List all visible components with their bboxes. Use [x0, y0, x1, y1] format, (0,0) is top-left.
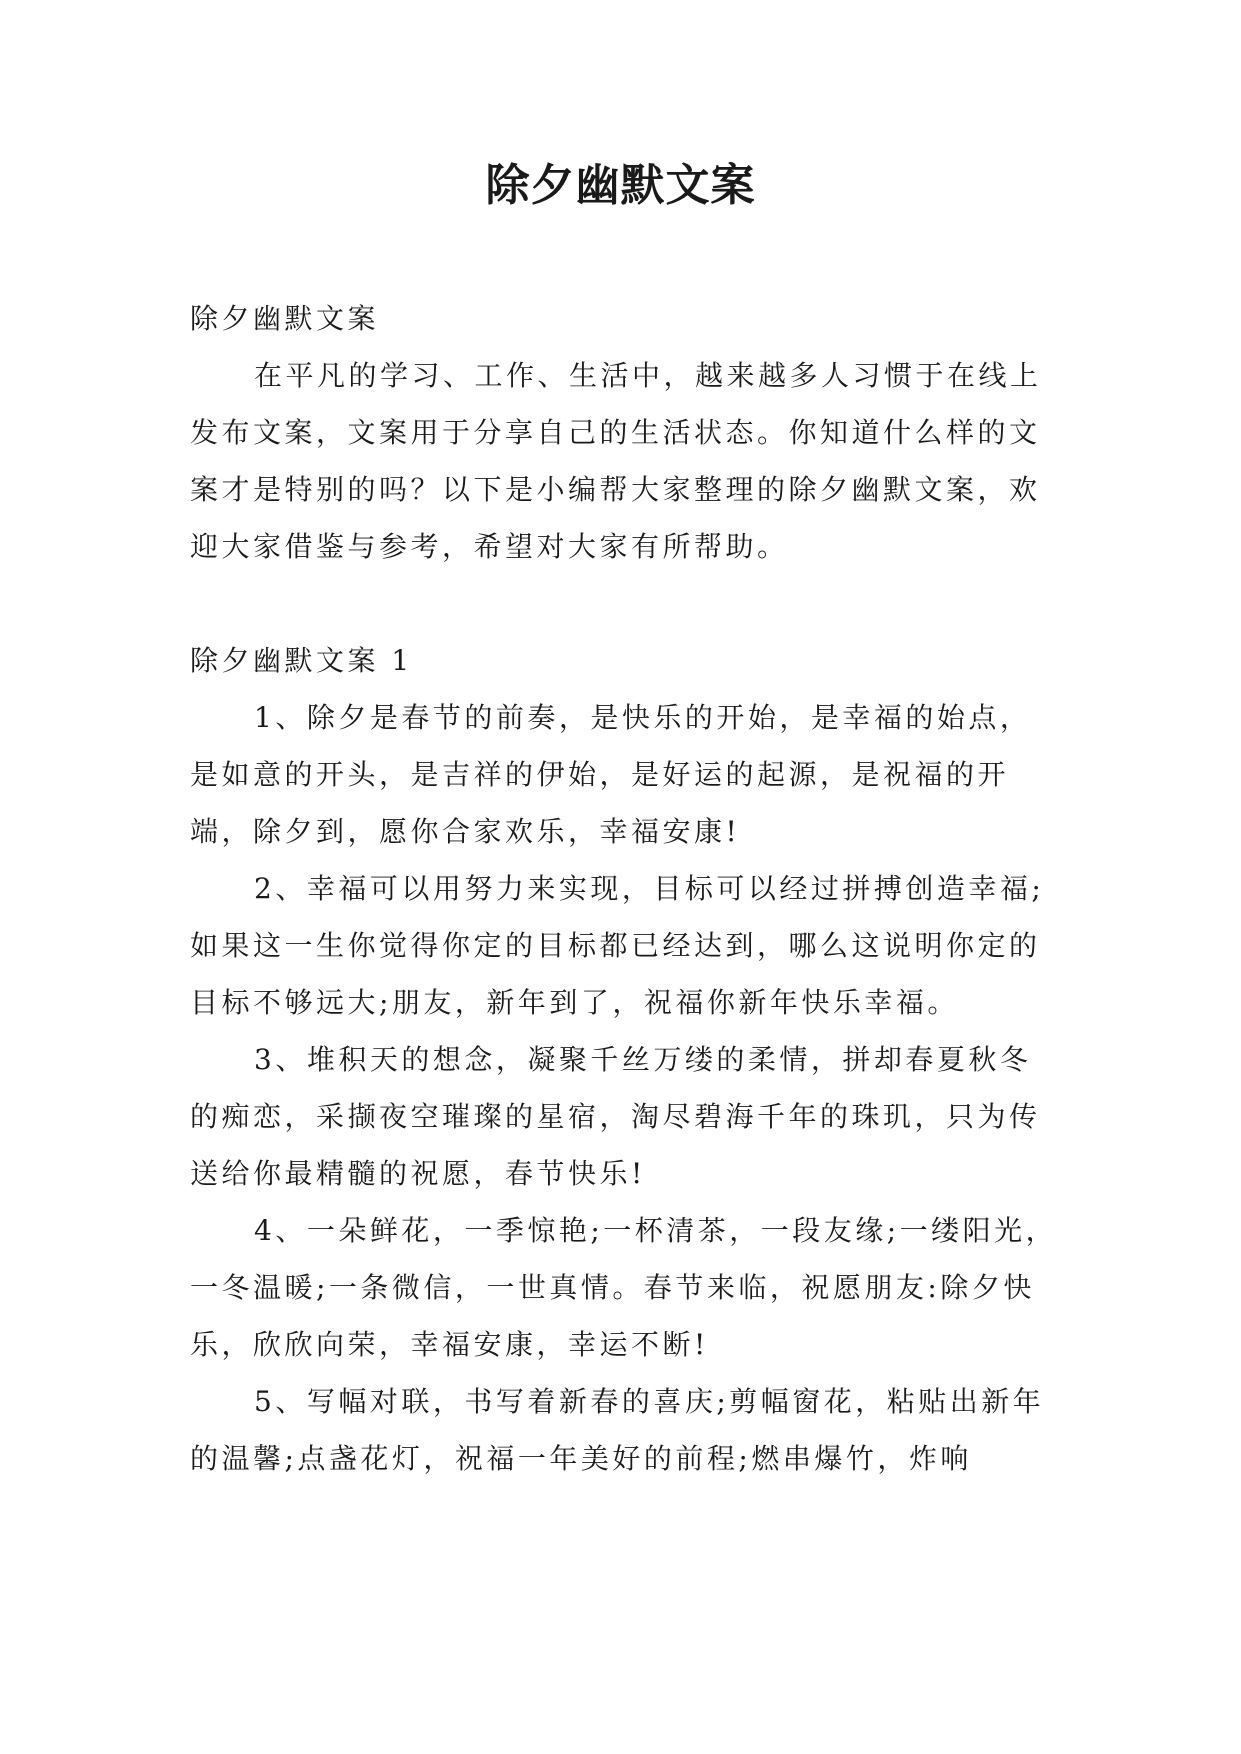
list-item: 5、写幅对联，书写着新春的喜庆;剪幅窗花，粘贴出新年的温馨;点盏花灯，祝福一年美好的前程;燃串爆竹，炸响	[190, 1385, 1045, 1475]
document-body	[190, 290, 1060, 1487]
paragraph-spacer	[190, 575, 1060, 632]
list-item: 2、幸福可以用努力来实现，目标可以经过拼搏创造幸福;如果这一生你觉得你定的目标都已经达到，哪么这说明你定的目标不够远大;朋友，新年到了，祝福你新年快乐幸福。	[190, 872, 1045, 1019]
section-heading: 除夕幽默文案 1	[190, 644, 413, 677]
document-title: 除夕幽默文案	[485, 160, 756, 211]
list-item: 4、一朵鲜花，一季惊艳;一杯清茶，一段友缘;一缕阳光，一冬温暖;一条微信，一世真情。春节来临，祝愿朋友:除夕快乐，欣欣向荣，幸福安康，幸运不断!	[190, 1214, 1058, 1361]
intro-paragraph: 在平凡的学习、工作、生活中，越来越多人习惯于在线上发布文案，文案用于分享自己的生活状态。你知道什么样的文案才是特别的吗？以下是小编帮大家整理的除夕幽默文案，欢迎大家借鉴与参考，希望对大家有所帮助。	[190, 359, 1042, 563]
list-item: 1、除夕是春节的前奏，是快乐的开始，是幸福的始点，是如意的开头，是吉祥的伊始，是好运的起源，是祝福的开端，除夕到，愿你合家欢乐，幸福安康!	[190, 701, 1032, 848]
list-item: 3、堆积天的想念，凝聚千丝万缕的柔情，拼却春夏秋冬的痴恋，采撷夜空璀璨的星宿，淘尽碧海千年的珠玑，只为传送给你最精髓的祝愿，春节快乐!	[190, 1043, 1041, 1190]
document-subtitle: 除夕幽默文案	[190, 302, 380, 335]
